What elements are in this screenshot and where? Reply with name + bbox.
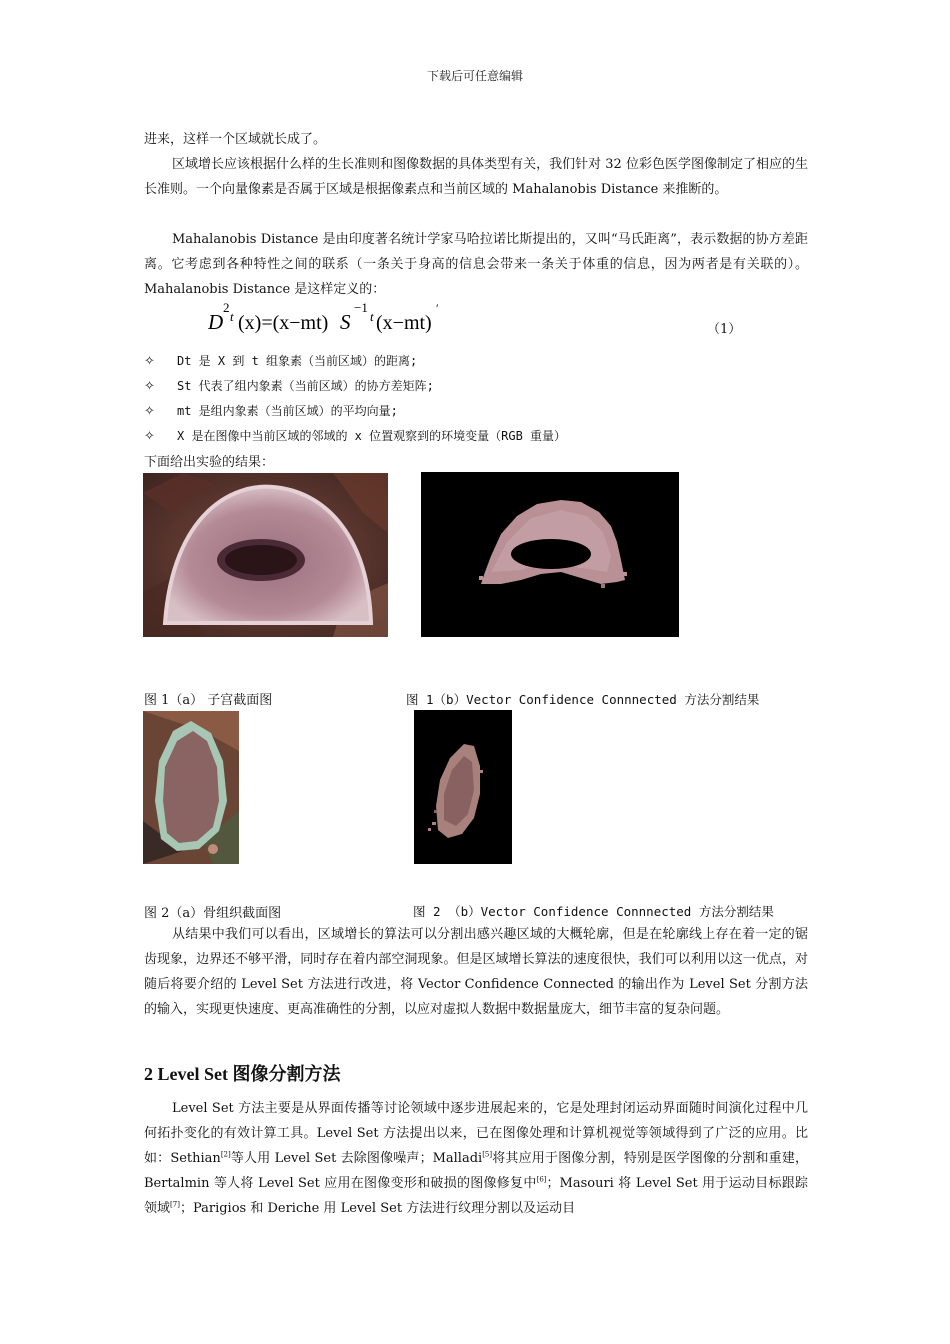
reference-2: [2] [220,1150,231,1159]
formula-prime: ′ [436,301,439,315]
bone-section-graphic [143,711,239,864]
reference-7: [7] [170,1200,180,1209]
mahalanobis-paragraph: Mahalanobis Distance 是由印度著名统计学家马哈拉诺比斯提出的，又叫“马氏距离”，表示数据的协方差距离。它考虑到各种特性之间的联系（一条关于身高的信息会带来一条关于体重的信息，因为两者是有关联的）。Mahalanobis Distance 是这样定义的： [144,232,808,297]
level-set-text-5: ；Parigios 和 Deriche 用 Level Set 方法进行纹理分割以及运动目 [179,1201,576,1216]
bullet-item-mt [144,401,398,422]
bullet-item-x [144,426,566,447]
level-set-text-3: 将其应用于图像分割，特别是医学图像的分割和重建，Bertalmin 等人将 Level Set 应用在图像变形和破损的图像修复中 [144,1151,808,1191]
diamond-bullet-icon: ✧ [144,354,155,369]
formula-rhs: (x−mt) [376,312,432,334]
results-intro: 下面给出实验的结果： [144,455,275,470]
figure-2a-caption: 图 2（a）骨组织截面图 [144,906,282,921]
section-heading: 2 Level Set 图像分割方法 [144,1064,341,1084]
formula-D: D [208,310,224,334]
figure-2b-image [414,710,512,864]
uterus-section-graphic [143,473,388,637]
page-header: 下载后可任意编辑 [426,69,523,83]
figure-1a-caption: 图 1（a） 子宫截面图 [144,693,273,708]
formula-graphic [208,298,458,338]
bullet-item-st [144,376,434,397]
bone-segmentation-graphic [414,710,512,864]
figure-1b-image [421,472,679,637]
figure-2b-caption: 图 2 （b）Vector Confidence Connnected 方法分割结果 [413,904,774,919]
formula-sub-t2: t [370,309,374,324]
formula-sub-t: t [230,309,234,324]
formula-arg: (x)=(x−mt) [238,312,329,334]
diamond-bullet-icon: ✧ [144,379,155,394]
results-discussion-paragraph: 从结果中我们可以看出，区域增长的算法可以分割出感兴趣区域的大概轮廓，但是在轮廓线上存在着一定的锯齿现象，边界还不够平滑，同时存在着内部空洞现象。但是区域增长算法的速度很快，我们可以利用以这一优点，对随后将要介绍的 Level Set 方法进行改进，将 Vector Confidence Connected 的输出作为 Level Set 分割方法的输入，实现更快速度、更高准确性的分割，以应对虚拟人数据中数据量庞大，细节丰富的复杂问题。 [144,927,808,1017]
formula-sup-2: 2 [223,300,230,315]
figure-2a-image [143,711,239,864]
mahalanobis-formula [208,298,458,338]
bullet-item-dt [144,351,417,372]
figure-1a-image [143,473,388,637]
equation-number: （1） [707,322,742,337]
intro-paragraph: 进来，这样一个区域就长成了。 [144,132,327,147]
bullet-text: mt 是组内象素（当前区域）的平均向量; [177,404,398,418]
growth-criteria-paragraph: 区域增长应该根据什么样的生长准则和图像数据的具体类型有关，我们针对 32 位彩色医学图像制定了相应的生长准则。一个向量像素是否属于区域是根据像素点和当前区域的 Mahalanobis Distance 来推断的。 [144,157,808,197]
level-set-text-4: ；Masouri 将 Level Set 用于运动目标跟踪领域 [144,1176,808,1216]
diamond-bullet-icon: ✧ [144,404,155,419]
formula-S: S [340,310,351,334]
uterus-segmentation-graphic [421,472,679,637]
formula-sup-neg1: −1 [354,300,368,315]
bullet-text: St 代表了组内象素（当前区域）的协方差矩阵; [177,379,434,393]
reference-5: [5] [482,1150,493,1159]
bullet-text: X 是在图像中当前区域的邻域的 x 位置观察到的环境变量（RGB 重量） [177,429,567,443]
bullet-text: Dt 是 X 到 t 组象素（当前区域）的距离; [177,354,418,368]
level-set-text-1: Level Set 方法主要是从界面传播等讨论领域中逐步进展起来的，它是处理封闭运动界面随时间演化过程中几何拓扑变化的有效计算工具。Level Set 方法提出以来，已在图像处理和计算机视觉等领域得到了广泛的应用。比如：Sethian [144,1101,808,1166]
reference-6: [6] [536,1175,547,1184]
level-set-text-2: 等人用 Level Set 去除图像噪声；Malladi [230,1151,483,1166]
diamond-bullet-icon: ✧ [144,429,155,444]
level-set-paragraph [144,1096,808,1221]
figure-1b-caption: 图 1（b）Vector Confidence Connnected 方法分割结果 [406,692,760,707]
